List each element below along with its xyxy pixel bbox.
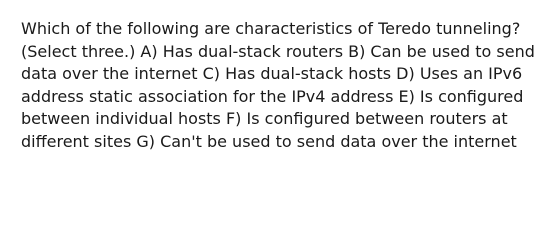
- question-text: Which of the following are characteristics of Teredo tunneling? (Select three.) A) Has dual-stack routers B) Can be used to send data over the internet C) Has dual-stack hosts D) Uses an IPv6 address static association for the IPv4 address E) Is configured between individual hosts F) Is configured between routers at different sites G) Can't be used to send data over the internet: [21, 19, 535, 151]
